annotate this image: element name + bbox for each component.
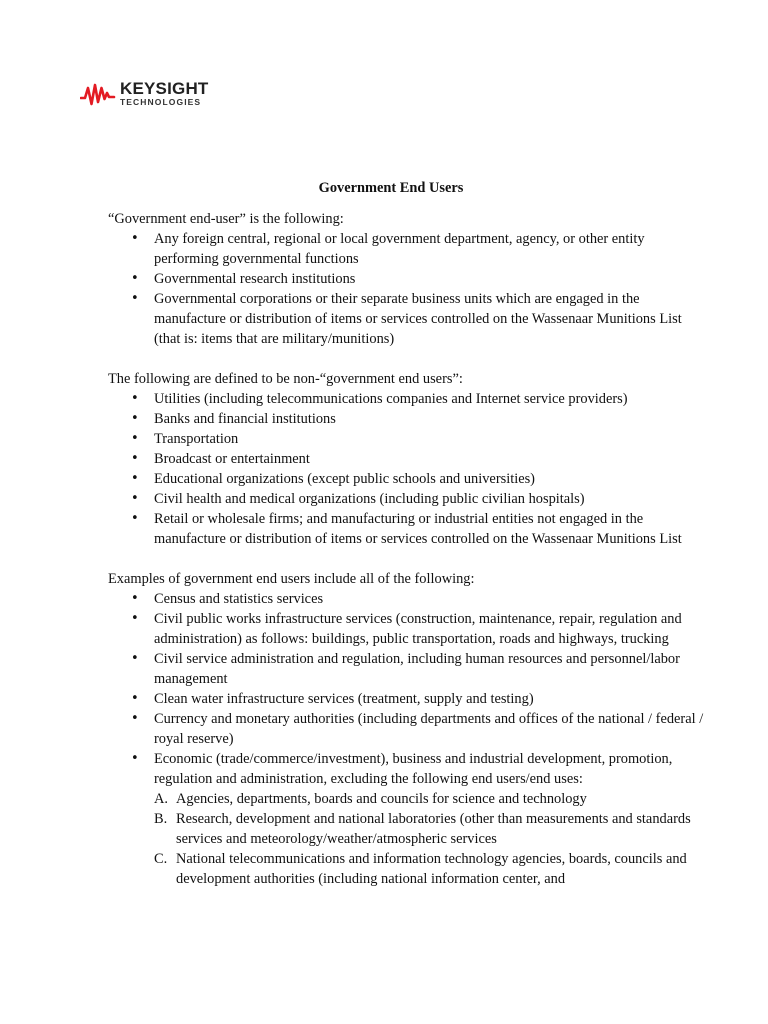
list-item: • Clean water infrastructure services (treatment, supply and testing)	[108, 689, 708, 709]
section1-list	[108, 229, 708, 349]
list-item: • Civil service administration and regulation, including human resources and personnel/labor management	[108, 649, 708, 689]
document-body	[108, 178, 708, 889]
section2-list	[108, 389, 708, 549]
company-logo	[80, 80, 209, 107]
section2-intro: The following are defined to be non-“government end users”:	[108, 371, 463, 387]
list-item: • Transportation	[108, 429, 708, 449]
list-item	[108, 749, 708, 889]
sub-list	[154, 789, 708, 889]
section3-intro: Examples of government end users include all of the following:	[108, 571, 475, 587]
keysight-wave-icon	[80, 81, 116, 107]
list-item: • Census and statistics services	[108, 589, 708, 609]
list-item: • Retail or wholesale firms; and manufacturing or industrial entities not engaged in the manufacture or distribution of items or services controlled on the Wassenaar Munitions List	[108, 509, 708, 549]
sub-list-text: Agencies, departments, boards and councils for science and technology	[176, 791, 587, 807]
list-item: • Civil health and medical organizations (including public civilian hospitals)	[108, 489, 708, 509]
logo-subtitle: TECHNOLOGIES	[120, 97, 202, 107]
list-item: • Banks and financial institutions	[108, 409, 708, 429]
sub-list-text: National telecommunications and information technology agencies, boards, councils and development authorities (including national information center, and	[176, 851, 687, 887]
list-item: • Governmental corporations or their separate business units which are engaged in the manufacture or distribution of items or services controlled on the Wassenaar Munitions List (that is: items that are military/munitions)	[108, 289, 708, 349]
section1-intro: “Government end-user” is the following:	[108, 211, 344, 227]
list-item: • Any foreign central, regional or local government department, agency, or other entity performing governmental functions	[108, 229, 708, 269]
list-item: • Educational organizations (except public schools and universities)	[108, 469, 708, 489]
list-item-text: Economic (trade/commerce/investment), business and industrial development, promotion, regulation and administration, excluding the following end users/end uses:	[154, 751, 673, 787]
sub-list-item	[154, 809, 708, 849]
sub-list-marker: C.	[154, 851, 168, 867]
list-item: • Governmental research institutions	[108, 269, 708, 289]
sub-list-item	[154, 789, 708, 809]
sub-list-marker: A.	[154, 791, 168, 807]
list-item: • Civil public works infrastructure services (construction, maintenance, repair, regulation and administration) as follows: buildings, public transportation, roads and highways, trucking	[108, 609, 708, 649]
list-item: • Currency and monetary authorities (including departments and offices of the national / federal / royal reserve)	[108, 709, 708, 749]
page-title: Government End Users	[318, 180, 464, 196]
sub-list-marker: B.	[154, 811, 168, 827]
logo-name: KEYSIGHT	[120, 79, 209, 98]
list-item: • Broadcast or entertainment	[108, 449, 708, 469]
sub-list-text: Research, development and national laboratories (other than measurements and standards services and meteorology/weather/atmospheric services	[176, 811, 691, 847]
list-item: • Utilities (including telecommunications companies and Internet service providers)	[108, 389, 708, 409]
sub-list-item	[154, 849, 708, 889]
section3-list	[108, 589, 708, 889]
